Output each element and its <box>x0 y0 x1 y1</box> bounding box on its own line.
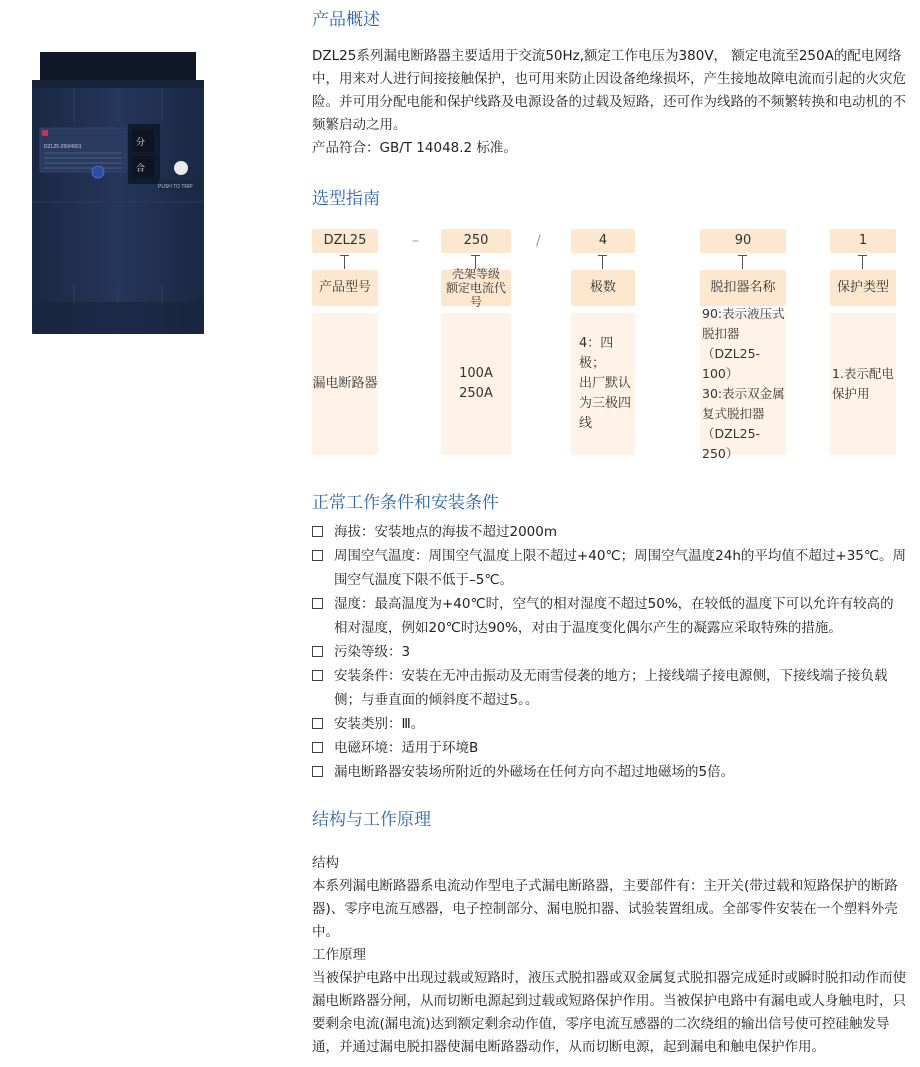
switch-off-label: 分 <box>136 138 146 148</box>
principle-heading: 工作原理 <box>312 947 366 963</box>
label-release: 脱扣器名称 <box>700 270 786 306</box>
condition-item: 周围空气温度：周围空气温度上限不超过+40℃；周围空气温度24h的平均值不超过+35℃。周围空气温度下限不低于–5℃。 <box>312 544 907 592</box>
condition-item: 电磁环境：适用于环境B <box>312 736 907 760</box>
checkbox-icon <box>312 646 323 657</box>
condition-item: 安装类别：Ⅲ。 <box>312 712 907 736</box>
desc-protection: 1.表示配电 保护用 <box>830 313 896 455</box>
checkbox-icon <box>312 766 323 777</box>
checkbox-icon <box>312 670 323 681</box>
connector-line <box>602 255 603 269</box>
label-frame-current: 壳架等级 额定电流代号 <box>441 270 511 306</box>
checkbox-icon <box>312 598 323 609</box>
standard-text: 产品符合：GB/T 14048.2 标准。 <box>312 140 517 156</box>
desc-release: 90:表示液压式 脱扣器 （DZL25-100） 30:表示双金属 复式脱扣器 （DZL25-250） <box>702 306 785 461</box>
connector-line <box>742 255 743 269</box>
checkbox-icon <box>312 526 323 537</box>
principle-text: 当被保护电路中出现过载或短路时，液压式脱扣器或双金属复式脱扣器完成延时或瞬时脱扣动作而使漏电断路器分闸，从而切断电源起到过载或短路保护作用。当被保护电路中有漏电或人身触电时，只要剩余电流(漏电流)达到额定剩余动作值，零序电流互感器的二次绕组的输出信号使可控硅触发导通，并通过漏电脱扣器使漏电断路器动作，从而切断电源，起到漏电和触电保护作用。 <box>312 970 906 1055</box>
conditions-title: 正常工作条件和安装条件 <box>312 493 499 513</box>
overview-text: DZL25系列漏电断路器主要适用于交流50Hz,额定工作电压为380V， 额定电流至250A的配电网络中，用来对人进行间接接触保护，也可用来防止因设备绝缘损坏，产生接地故障电流而引起的火灾危险。并可用分配电能和保护线路及电源设备的过载及短路，还可作为线路的不频繁转换和电动机的不频繁启动之用。 <box>312 48 906 133</box>
checkbox-icon <box>312 742 323 753</box>
desc-model: 漏电断路器 <box>312 313 378 455</box>
code-protection: 1 <box>830 229 896 253</box>
overview-text-block <box>312 45 907 160</box>
checkbox-icon <box>312 550 323 561</box>
code-frame-current: 250 <box>441 229 511 253</box>
switch-on-label: 合 <box>136 164 146 174</box>
code-poles: 4 <box>571 229 635 253</box>
desc-poles: 4：四极； 出厂默认 为三极四 线 <box>571 313 635 455</box>
checkbox-icon <box>312 718 323 729</box>
condition-item: 海拔：安装地点的海拔不超过2000m <box>312 520 907 544</box>
condition-item: 漏电断路器安装场所附近的外磁场在任何方向不超过地磁场的5倍。 <box>312 760 907 784</box>
push-to-trip-label: PUSH TO TRIP <box>158 184 193 190</box>
desc-frame-current: 100A 250A <box>441 313 511 455</box>
product-image <box>28 52 208 337</box>
code-release: 90 <box>700 229 786 253</box>
overview-title: 产品概述 <box>312 10 380 30</box>
label-model: 产品型号 <box>312 270 378 306</box>
connector-line <box>344 255 345 269</box>
code-model: DZL25 <box>312 229 378 253</box>
condition-item: 安装条件：安装在无冲击振动及无雨雪侵袭的地方；上接线端子接电源侧，下接线端子接负载侧；与垂直面的倾斜度不超过5。。 <box>312 664 907 712</box>
label-protection: 保护类型 <box>830 270 896 306</box>
separator-dash: – <box>412 233 419 249</box>
structure-text: 本系列漏电断路器系电流动作型电子式漏电断路器，主要部件有：主开关(带过载和短路保护的断路器)、零序电流互感器，电子控制部分、漏电脱扣器、试验装置组成。全部零件安装在一个塑料外壳中。 <box>312 878 898 940</box>
device-model-label: DZL25-250/4901 <box>44 144 82 150</box>
connector-line <box>862 255 863 269</box>
label-poles: 极数 <box>571 270 635 306</box>
structure-block <box>312 852 907 1059</box>
condition-item: 污染等级：3 <box>312 640 907 664</box>
condition-item: 湿度：最高温度为+40℃时，空气的相对湿度不超过50%，在较低的温度下可以允许有较高的相对湿度，例如20℃时达90%，对由于温度变化偶尔产生的凝露应采取特殊的措施。 <box>312 592 907 640</box>
structure-heading: 结构 <box>312 855 339 871</box>
conditions-list <box>312 520 907 784</box>
selection-title: 选型指南 <box>312 189 380 209</box>
structure-title: 结构与工作原理 <box>312 810 431 830</box>
separator-slash: / <box>536 233 541 249</box>
